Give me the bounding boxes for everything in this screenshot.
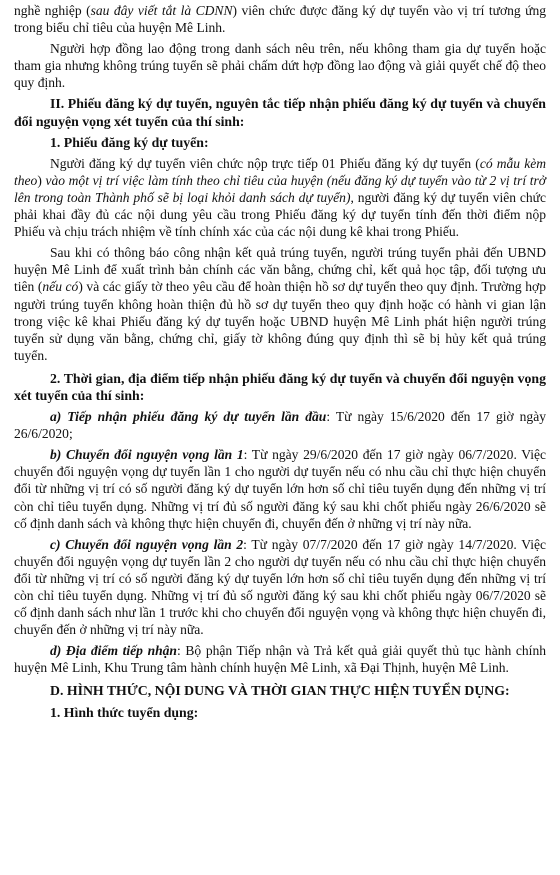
heading-section-d: D. HÌNH THỨC, NỘI DUNG VÀ THỜI GIAN THỰC HIỆN TUYỂN DỤNG:	[50, 683, 510, 699]
heading-section-ii: II. Phiếu đăng ký dự tuyển, nguyên tắc tiếp nhận phiếu đăng ký dự tuyển và chuyển đổi nguyện vọng xét tuyển của thí sinh:	[14, 96, 546, 129]
heading-registration-form: 1. Phiếu đăng ký dự tuyển:	[50, 134, 209, 150]
paragraph-labor-contract: Người hợp đồng lao động trong danh sách nêu trên, nếu không tham gia dự tuyển hoặc tham gia nhưng không trúng tuyển sẽ phải chấm dứt hợp đồng lao động và giải quyết chế độ theo quy định.	[14, 41, 546, 91]
paragraph-after-results: Sau khi có thông báo công nhận kết quả trúng tuyển, người trúng tuyển phải đến UBND huyện Mê Linh để xuất trình bản chính các văn bằng, chứng chỉ, kết quả học tập, đối tượng ưu tiên (nếu có) và các giấy tờ theo yêu cầu để hoàn thiện hồ sơ dự tuyển theo quy định. Trường hợp người trúng tuyển không hoàn thiện đủ hồ sơ dự tuyển theo quy định hoặc có hành vi gian lận trong việc kê khai Phiếu đăng ký dự tuyển hoặc UBND huyện Mê Linh phát hiện người trúng tuyển sử dụng văn bằng, chứng chỉ, giấy tờ không đúng quy định thì sẽ bị hủy kết quả trúng tuyển.	[14, 245, 546, 363]
paragraph-change-1: b) Chuyển đổi nguyện vọng lần 1: Từ ngày 29/6/2020 đến 17 giờ ngày 06/7/2020. Việc chuyển đổi nguyện vọng dự tuyển lần 1 cho người dự tuyển nếu có nhu cầu chỉ thực hiện chuyển đổi từ những vị trí có số người đăng ký dự tuyển lớn hơn số chỉ tiêu tuyển dụng đến những vị trí còn chỉ tiêu tuyển dụng. Những vị trí đủ số người đăng ký sau khi chốt phiếu ngày 26/6/2020 sẽ cố định danh sách và không thực hiện chuyển đi, chuyển đến ở những vị trí này nữa.	[14, 447, 547, 531]
heading-time-place: 2. Thời gian, địa điểm tiếp nhận phiếu đăng ký dự tuyển và chuyển đổi nguyện vọng xét tuyển của thí sinh:	[14, 370, 546, 403]
heading-recruitment-form: 1. Hình thức tuyển dụng:	[50, 704, 199, 720]
paragraph-registration: Người đăng ký dự tuyển viên chức nộp trực tiếp 01 Phiếu đăng ký dự tuyển (có mẫu kèm theo) vào một vị trí việc làm tính theo chỉ tiêu của huyện (nếu đăng ký dự tuyển vào từ 2 vị trí trở lên trong toàn Thành phố sẽ bị loại khỏi danh sách dự tuyển), người đăng ký dự tuyển viên chức phải khai đầy đủ các nội dung yêu cầu trong Phiếu đăng ký dự tuyển tính đến thời điểm nộp Phiếu và chịu trách nhiệm về tính chính xác của các nội dung kê khai trong Phiếu.	[14, 155, 547, 240]
paragraph-first-receipt: a) Tiếp nhận phiếu đăng ký dự tuyển lần đầu: Từ ngày 15/6/2020 đến 17 giờ ngày 26/6/2020;	[14, 409, 546, 442]
paragraph-change-2: c) Chuyển đổi nguyện vọng lần 2: Từ ngày 07/7/2020 đến 17 giờ ngày 14/7/2020. Việc chuyển đổi nguyện vọng dự tuyển lần 2 cho người dự tuyển nếu có nhu cầu chỉ thực hiện chuyển đổi từ những vị trí có số người đăng ký dự tuyển lớn hơn số chỉ tiêu tuyển dụng đến những vị trí còn chỉ tiêu tuyển dụng. Những vị trí đủ số người đăng ký sau khi chốt phiếu ngày 06/7/2020 sẽ cố định danh sách như lần 1 trước khi cho chuyển đổi nguyện vọng và không thực hiện chuyển đi, chuyển đến ở những vị trí này nữa.	[14, 536, 546, 638]
paragraph-cdnn: nghề nghiệp (sau đây viết tắt là CDNN) viên chức được đăng ký dự tuyển vào vị trí tương ứng trong biểu chỉ tiêu của huyện Mê Linh.	[14, 3, 546, 36]
paragraph-location: d) Địa điểm tiếp nhận: Bộ phận Tiếp nhận và Trả kết quả giải quyết thủ tục hành chính huyện Mê Linh, Khu Trung tâm hành chính huyện Mê Linh, xã Đại Thịnh, huyện Mê Linh.	[14, 643, 546, 676]
